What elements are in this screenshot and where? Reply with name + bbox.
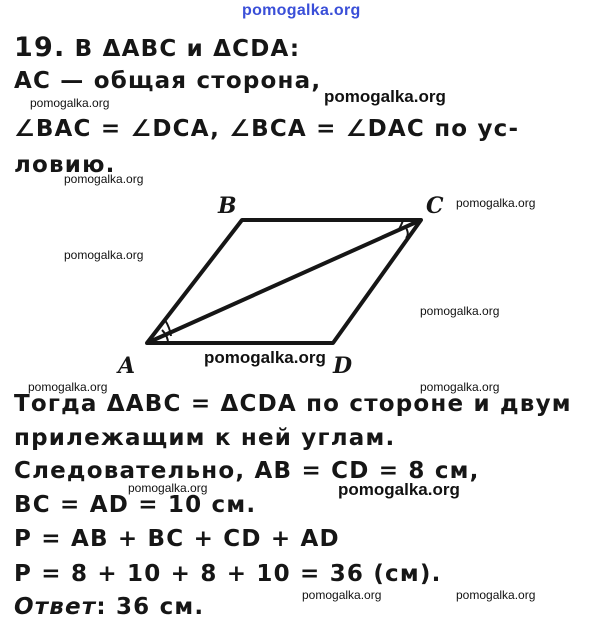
perimeter-calculation-line: P = 8 + 10 + 8 + 10 = 36 (см). <box>14 561 442 587</box>
problem-number: 19. <box>14 32 66 63</box>
answer-value: : 36 см. <box>96 594 205 620</box>
watermark: pomogalka.org <box>30 96 110 110</box>
consequence-line: Следовательно, AB = CD = 8 см, <box>14 458 480 484</box>
watermark: pomogalka.org <box>338 480 460 499</box>
perimeter-formula-line: P = AB + BC + CD + AD <box>14 526 340 552</box>
vertex-label-d: D <box>333 353 353 379</box>
given-triangles-line: В ΔABC и ΔCDA: <box>74 36 301 62</box>
watermark-top[interactable]: pomogalka.org <box>242 2 361 19</box>
watermark: pomogalka.org <box>324 87 446 106</box>
vertex-label-c: C <box>426 193 444 219</box>
common-side-line: AC — общая сторона, <box>14 68 322 94</box>
vertex-label-a: A <box>118 353 136 379</box>
watermark: pomogalka.org <box>456 588 536 602</box>
bc-ad-line: BC = AD = 10 см. <box>14 492 257 518</box>
watermark: pomogalka.org <box>456 196 536 210</box>
answer-line <box>14 594 204 620</box>
angles-line: ∠BAC = ∠DCA, ∠BCA = ∠DAC по ус- <box>14 116 520 142</box>
watermark: pomogalka.org <box>64 248 144 262</box>
vertex-label-b: B <box>218 193 237 219</box>
watermark: pomogalka.org <box>420 304 500 318</box>
answer-label: Ответ <box>14 594 97 620</box>
watermark: pomogalka.org <box>420 380 500 394</box>
watermark: pomogalka.org <box>28 380 108 394</box>
watermark: pomogalka.org <box>204 348 326 367</box>
watermark: pomogalka.org <box>302 588 382 602</box>
watermark: pomogalka.org <box>64 172 144 186</box>
condition-end-line: ловию. <box>14 152 116 178</box>
watermark: pomogalka.org <box>128 481 208 495</box>
diagonal-ac <box>147 220 421 343</box>
criterion-line: прилежащим к ней углам. <box>14 425 396 451</box>
congruence-line: Тогда ΔABC = ΔCDA по стороне и двум <box>14 391 572 417</box>
